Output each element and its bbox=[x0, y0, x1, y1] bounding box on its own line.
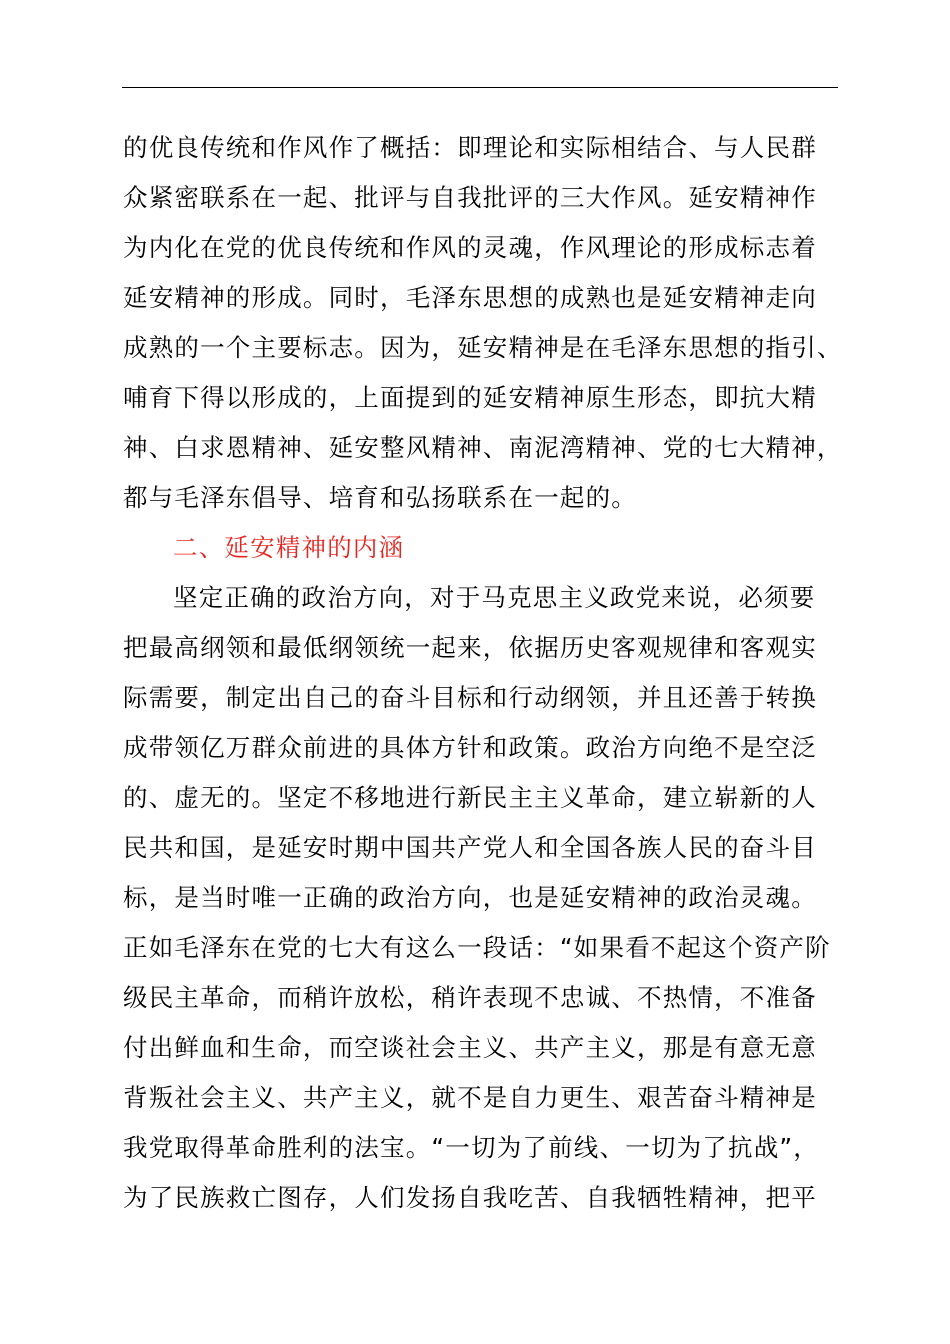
text-line: 众紧密联系在一起、批评与自我批评的三大作风。延安精神作 bbox=[123, 183, 817, 212]
text-line: 的、虚无的。坚定不移地进行新民主主义革命，建立崭新的人 bbox=[123, 783, 817, 812]
text-line: 级民主革命，而稍许放松，稍许表现不忠诚、不热情，不准备 bbox=[123, 983, 817, 1012]
text-line: 成带领亿万群众前进的具体方针和政策。政治方向绝不是空泛 bbox=[123, 733, 817, 762]
text-line: 我党取得革命胜利的法宝。“一切为了前线、一切为了抗战”， bbox=[123, 1133, 819, 1162]
text-line: 神、白求恩精神、延安整风精神、南泥湾精神、党的七大精神， bbox=[123, 433, 843, 462]
text-line: 际需要，制定出自己的奋斗目标和行动纲领，并且还善于转换 bbox=[123, 683, 817, 712]
text-line: 民共和国，是延安时期中国共产党人和全国各族人民的奋斗目 bbox=[123, 833, 817, 862]
text-line: 的优良传统和作风作了概括：即理论和实际相结合、与人民群 bbox=[123, 133, 817, 162]
text-line: 哺育下得以形成的，上面提到的延安精神原生形态，即抗大精 bbox=[123, 383, 817, 412]
text-line: 把最高纲领和最低纲领统一起来，依据历史客观规律和客观实 bbox=[123, 633, 817, 662]
text-line: 标，是当时唯一正确的政治方向，也是延安精神的政治灵魂。 bbox=[123, 883, 817, 912]
text-line: 坚定正确的政治方向，对于马克思主义政党来说，必须要 bbox=[173, 583, 816, 612]
text-line: 正如毛泽东在党的七大有这么一段话：“如果看不起这个资产阶 bbox=[123, 933, 831, 962]
document-body bbox=[123, 123, 863, 1223]
text-line: 为了民族救亡图存，人们发扬自我吃苦、自我牺牲精神，把平 bbox=[123, 1183, 817, 1212]
text-line: 成熟的一个主要标志。因为，延安精神是在毛泽东思想的指引、 bbox=[123, 333, 843, 362]
text-line: 延安精神的形成。同时，毛泽东思想的成熟也是延安精神走向 bbox=[123, 283, 817, 312]
text-line: 背叛社会主义、共产主义，就不是自力更生、艰苦奋斗精神是 bbox=[123, 1083, 817, 1112]
section-heading: 二、延安精神的内涵 bbox=[173, 533, 405, 562]
text-line: 都与毛泽东倡导、培育和弘扬联系在一起的。 bbox=[123, 483, 637, 512]
header-rule bbox=[122, 87, 838, 88]
text-line: 为内化在党的优良传统和作风的灵魂，作风理论的形成标志着 bbox=[123, 233, 817, 262]
text-line: 付出鲜血和生命，而空谈社会主义、共产主义，那是有意无意 bbox=[123, 1033, 817, 1062]
